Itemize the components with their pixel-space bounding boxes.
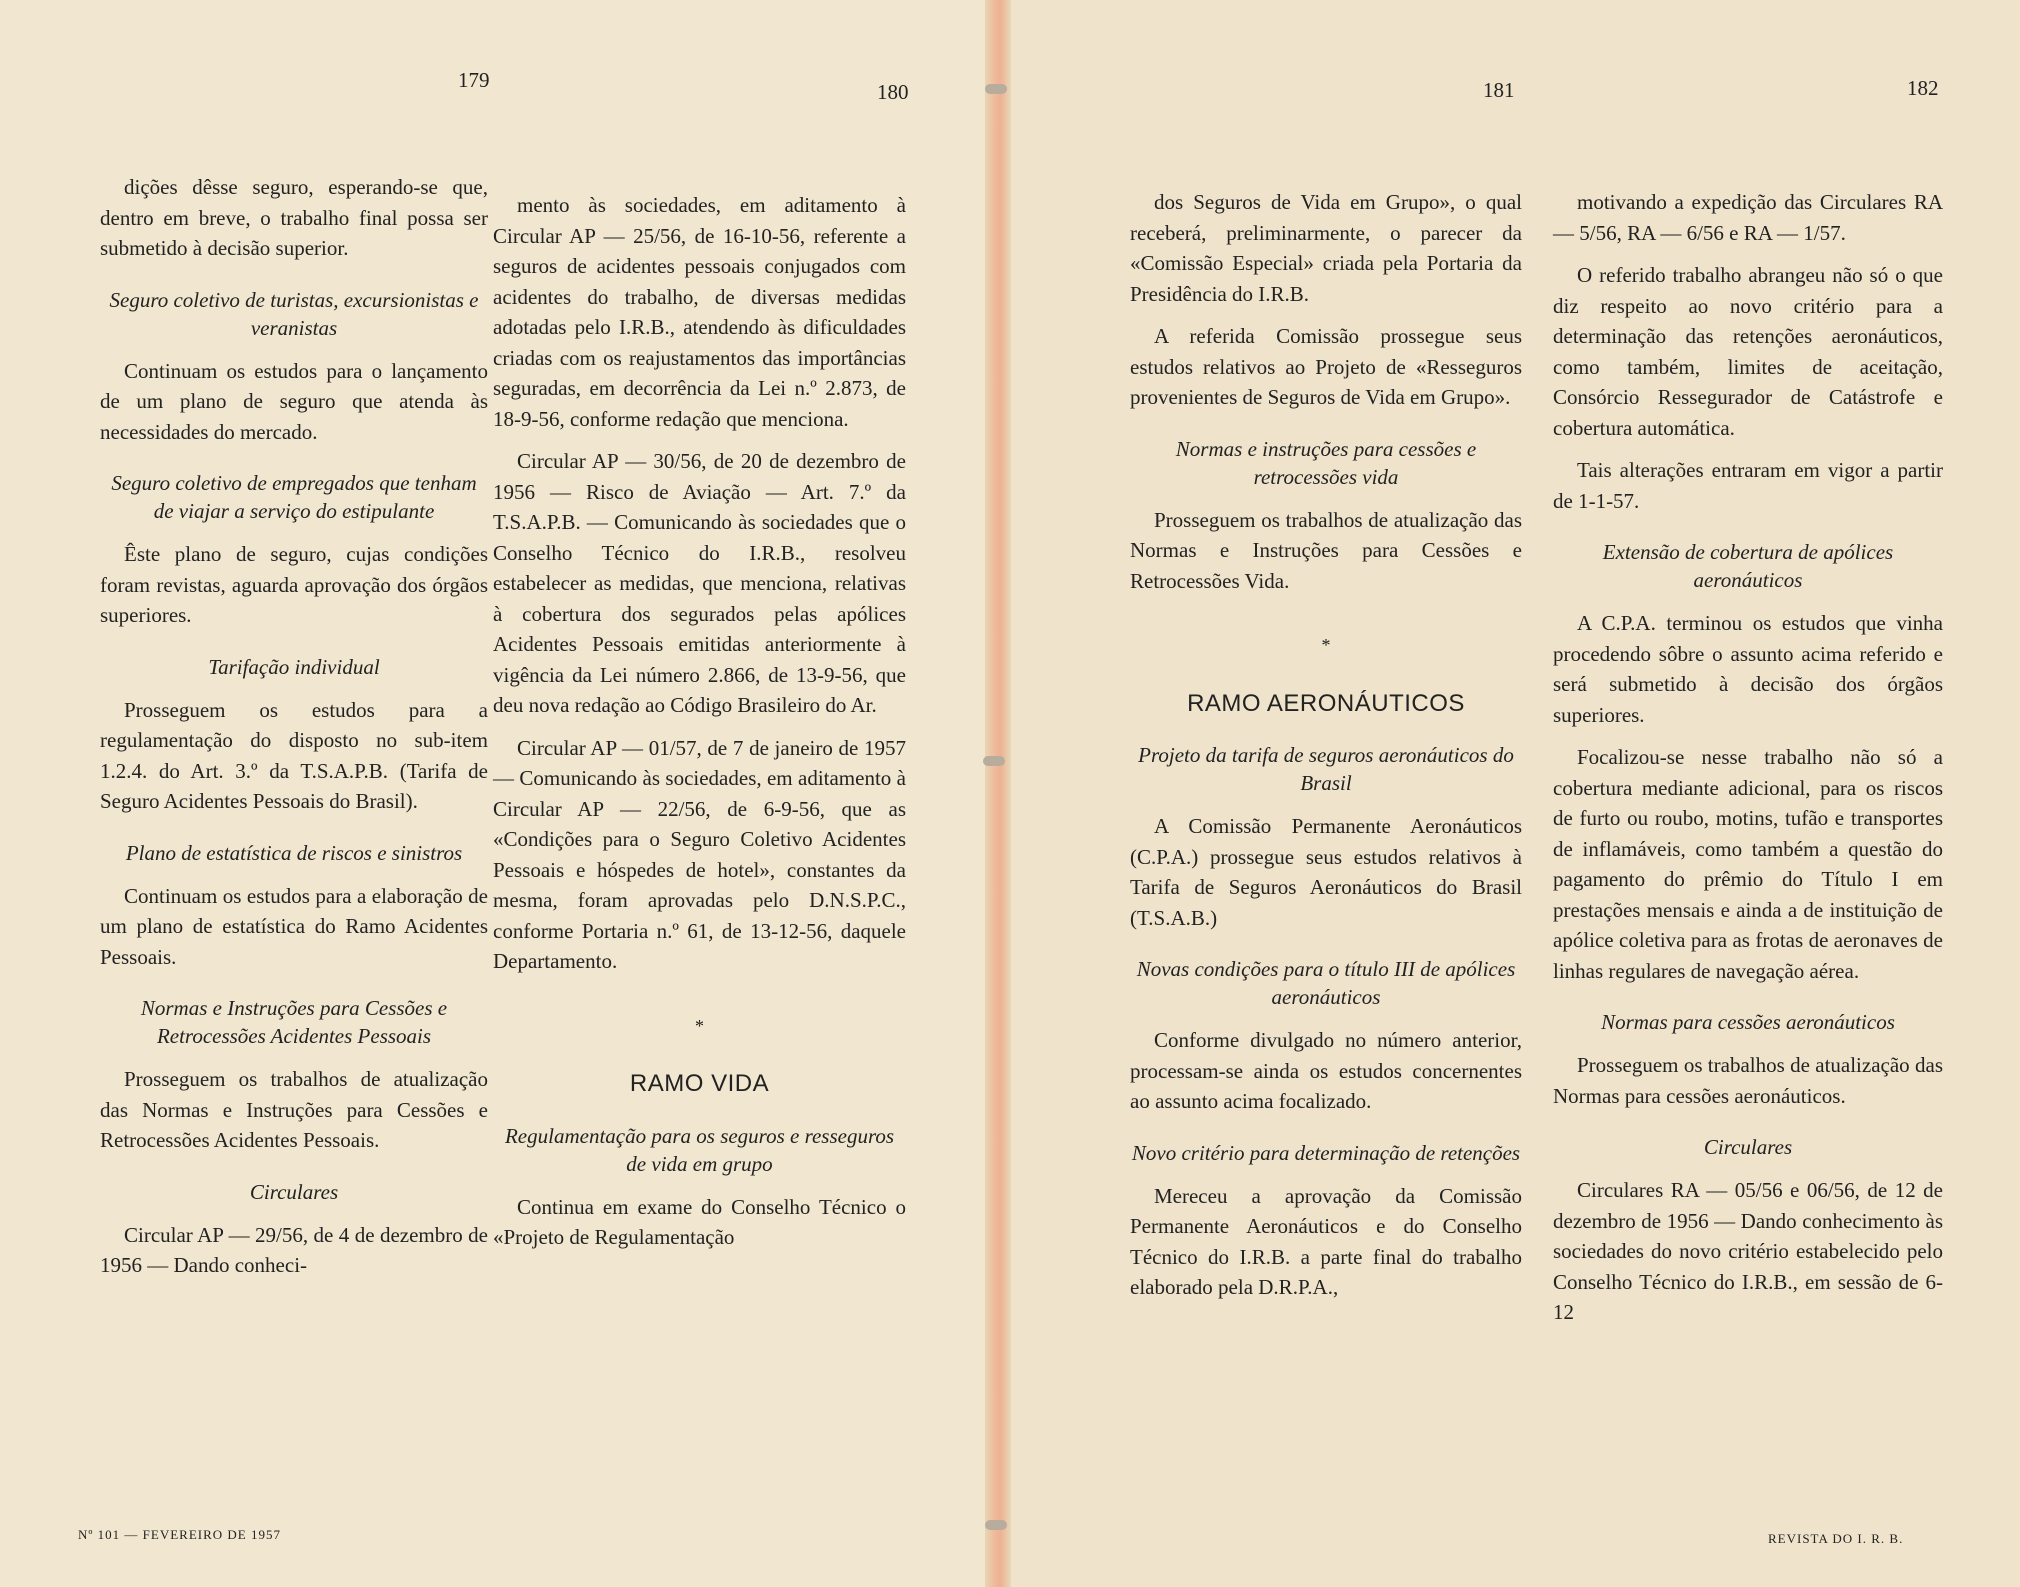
paragraph: Mereceu a aprovação da Comissão Permanente Aeronáuticos e do Conselho Técnico do I.R.B. a parte final do trabalho elaborado pela D.R.P.A., bbox=[1130, 1183, 1522, 1299]
paragraph: Prosseguem os trabalhos de atualização das Normas e Instruções para Cessões e Retrocessões Vida. bbox=[1130, 507, 1522, 593]
paragraph: Prosseguem os trabalhos de atualização das Normas para cessões aeronáuticos. bbox=[1553, 1053, 1943, 1108]
section-heading: Normas e instruções para cessões e retrocessões vida bbox=[1175, 436, 1477, 489]
paragraph: A referida Comissão prossegue seus estudos relativos ao Projeto de «Resseguros provenientes de Seguros de Vida em Grupo». bbox=[1130, 324, 1522, 409]
section-heading: Novo critério para determinação de retenções bbox=[1131, 1140, 1521, 1165]
section-heading: Circulares bbox=[249, 1179, 339, 1204]
paragraph: Prosseguem os estudos para a regulamentação do disposto no sub-item 1.2.4. do Art. 3.º da T.S.A.P.B. (Tarifa de Seguro Acidentes Pessoais do Brasil). bbox=[100, 697, 488, 813]
paragraph: Prosseguem os trabalhos de atualização das Normas e Instruções para Cessões e Retrocessões Acidentes Pessoais. bbox=[100, 1067, 488, 1152]
section-heading: Tarifação individual bbox=[208, 654, 380, 679]
page-number-181: 181 bbox=[1483, 78, 1515, 102]
paragraph: A C.P.A. terminou os estudos que vinha procedendo sôbre o assunto acima referido e será submetido à decisão dos órgãos superiores. bbox=[1553, 611, 1943, 727]
separator-star: * bbox=[695, 1015, 704, 1036]
paragraph: dições dêsse seguro, esperando-se que, dentro em breve, o trabalho final possa ser submetido à decisão superior. bbox=[100, 175, 488, 260]
paragraph: Circular AP — 29/56, de 4 de dezembro de 1956 — Dando conheci- bbox=[100, 1222, 488, 1277]
section-title: RAMO AERONÁUTICOS bbox=[1187, 689, 1465, 717]
footer-journal: REVISTA DO I. R. B. bbox=[1768, 1531, 1904, 1546]
book-gutter bbox=[985, 0, 1011, 1587]
page-number-179: 179 bbox=[458, 68, 490, 92]
section-title: RAMO VIDA bbox=[629, 1070, 770, 1097]
section-heading: Novas condições para o título III de apólices aeronáuticos bbox=[1136, 957, 1516, 1009]
paragraph: Tais alterações entraram em vigor a partir de 1-1-57. bbox=[1553, 458, 1943, 513]
paragraph: Êste plano de seguro, cujas condições foram revistas, aguarda aprovação dos órgãos superiores. bbox=[100, 542, 488, 627]
section-heading: Extensão de cobertura de apólices aeronáuticos bbox=[1602, 540, 1894, 592]
paragraph: A Comissão Permanente Aeronáuticos (C.P.A.) prossegue seus estudos relativos à Tarifa de Seguros Aeronáuticos do Brasil (T.S.A.B.) bbox=[1130, 814, 1522, 930]
paragraph: Circular AP — 30/56, de 20 de dezembro de 1956 — Risco de Aviação — Art. 7.º da T.S.A.P.B. — Comunicando às sociedades que o Conselho Técnico do I.R.B., resolveu estabelecer as medidas, que menciona, relativas à cobertura dos segurados pelas apólices Acidentes Pessoais emitidas anteriormente à vigência da Lei número 2.866, de 13-9-56, que deu nova redação ao Código Brasileiro do Ar. bbox=[493, 449, 906, 717]
paragraph: mento às sociedades, em aditamento à Circular AP — 25/56, de 16-10-56, referente a seguros de acidentes pessoais conjugados com acidentes do trabalho, de diversas medidas adotadas pelo I.R.B., atendendo às dificuldades criadas com os reajustamentos das importâncias seguradas, em decorrência da Lei n.º 2.873, de 18-9-56, conforme redação que menciona. bbox=[493, 193, 906, 431]
section-heading: Normas e Instruções para Cessões e Retrocessões Acidentes Pessoais bbox=[140, 996, 448, 1048]
paragraph: Continuam os estudos para o lançamento de um plano de seguro que atenda às necessidades do mercado. bbox=[100, 358, 488, 444]
paragraph: motivando a expedição das Circulares RA — 5/56, RA — 6/56 e RA — 1/57. bbox=[1553, 190, 1943, 245]
section-heading: Seguro coletivo de turistas, excursionistas e veranistas bbox=[109, 287, 479, 340]
section-heading: Plano de estatística de riscos e sinistros bbox=[125, 840, 463, 865]
separator-star: * bbox=[1321, 635, 1331, 655]
footer-issue: Nº 101 — FEVEREIRO DE 1957 bbox=[78, 1527, 281, 1542]
column-page-182 bbox=[1553, 187, 1943, 1340]
column-page-180 bbox=[493, 190, 906, 1265]
section-heading: Circulares bbox=[1703, 1135, 1793, 1159]
paragraph: Circulares RA — 05/56 e 06/56, de 12 de dezembro de 1956 — Dando conhecimento às sociedades do novo critério estabelecido pelo Conselho Técnico do I.R.B., em sessão de 6-12 bbox=[1553, 1178, 1943, 1324]
paragraph: Focalizou-se nesse trabalho não só a cobertura mediante adicional, para os riscos de furto ou roubo, motins, tufão e transportes de inflamáveis, como também a questão do pagamento do prêmio do Título I em prestações mensais e ainda a de instituição de apólice coletiva para as frotas de aeronaves de linhas regulares de navegação aérea. bbox=[1553, 745, 1943, 983]
page-number-182: 182 bbox=[1907, 76, 1939, 100]
paragraph: Continuam os estudos para a elaboração de um plano de estatística do Ramo Acidentes Pessoais. bbox=[100, 883, 488, 969]
paragraph: O referido trabalho abrangeu não só o que diz respeito ao novo critério para a determinação das retenções aeronáuticos, como também, limites de aceitação, Consórcio Ressegurador de Catástrofe e cobertura automática. bbox=[1553, 263, 1943, 440]
column-page-181 bbox=[1130, 187, 1522, 1315]
section-heading: Seguro coletivo de empregados que tenham de viajar a serviço do estipulante bbox=[111, 471, 477, 523]
binding-thread bbox=[985, 84, 1007, 94]
paragraph: Continua em exame do Conselho Técnico o «Projeto de Regulamentação bbox=[493, 1194, 906, 1249]
section-heading: Normas para cessões aeronáuticos bbox=[1601, 1010, 1895, 1034]
paragraph: Circular AP — 01/57, de 7 de janeiro de 1957 — Comunicando às sociedades, em aditamento à Circular AP — 22/56, de 6-9-56, que as «Condições para o Seguro Coletivo Acidentes Pessoais e hóspedes de hotel», constantes da mesma, foram aprovadas pelo D.N.S.P.C., conforme Portaria n.º 61, de 13-12-56, daquele Departamento. bbox=[493, 735, 906, 973]
binding-thread bbox=[983, 756, 1005, 766]
binding-thread bbox=[985, 1520, 1007, 1530]
section-heading: Projeto da tarifa de seguros aeronáuticos do Brasil bbox=[1138, 743, 1514, 795]
section-heading: Regulamentação para os seguros e resseguros de vida em grupo bbox=[504, 1123, 895, 1176]
paragraph: dos Seguros de Vida em Grupo», o qual receberá, preliminarmente, o parecer da «Comissão Especial» criada pela Portaria da Presidência do I.R.B. bbox=[1130, 190, 1522, 306]
paragraph: Conforme divulgado no número anterior, processam-se ainda os estudos concernentes ao assunto acima focalizado. bbox=[1130, 1028, 1522, 1113]
page-number-180: 180 bbox=[877, 80, 909, 104]
column-page-179 bbox=[100, 172, 488, 1293]
